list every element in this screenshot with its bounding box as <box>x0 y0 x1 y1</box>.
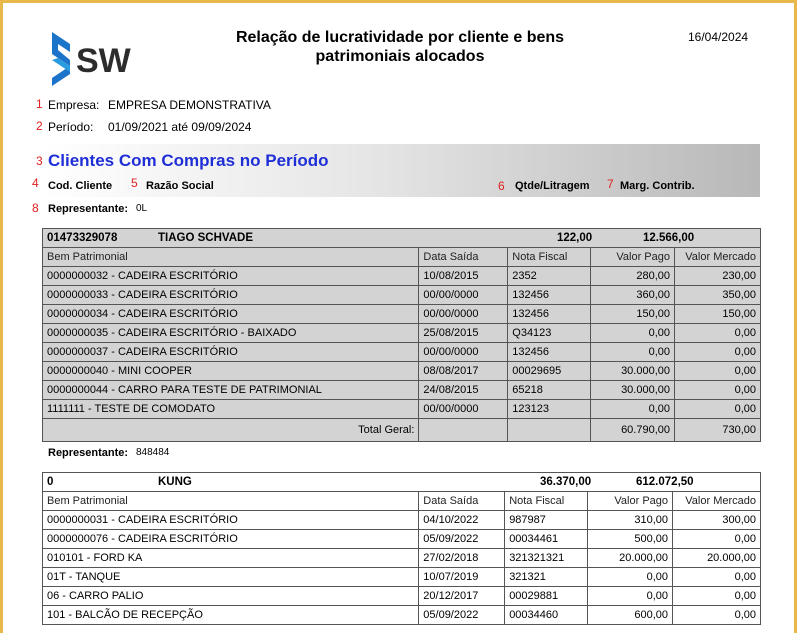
marker-5: 5 <box>131 176 138 190</box>
cell: 0,00 <box>673 568 761 587</box>
marker-3: 3 <box>36 154 43 168</box>
cell: 05/09/2022 <box>419 530 505 549</box>
client2-name: KUNG <box>158 476 192 488</box>
cell: 0,00 <box>675 381 761 400</box>
cell: 132456 <box>508 305 591 324</box>
client2-marg: 612.072,50 <box>636 476 694 488</box>
marker-6: 6 <box>498 179 505 193</box>
cell: 0,00 <box>588 587 673 606</box>
table-row <box>43 511 761 530</box>
cell: 0000000076 - CADEIRA ESCRITÓRIO <box>43 530 419 549</box>
cell: 65218 <box>508 381 591 400</box>
rep2-label: Representante: <box>48 447 129 459</box>
cell: 010101 - FORD KA <box>43 549 419 568</box>
cell: 10/07/2019 <box>419 568 505 587</box>
total-label: Total Geral: <box>43 419 419 442</box>
cell: 0000000035 - CADEIRA ESCRITÓRIO - BAIXADO <box>43 324 419 343</box>
col-header: Valor Mercado <box>675 248 761 267</box>
cell: 0000000040 - MINI COOPER <box>43 362 419 381</box>
report-title <box>200 28 600 66</box>
table-row <box>43 606 761 625</box>
cell: 360,00 <box>591 286 675 305</box>
col-header: Data Saída <box>419 248 508 267</box>
periodo-label: Período: <box>48 120 94 134</box>
cell: 0,00 <box>675 324 761 343</box>
cell: 10/08/2015 <box>419 267 508 286</box>
client1-name: TIAGO SCHVADE <box>158 232 253 244</box>
table-row <box>43 267 761 286</box>
marker-8: 8 <box>32 201 39 215</box>
cell: 0,00 <box>591 324 675 343</box>
col-header: Nota Fiscal <box>508 248 591 267</box>
client1-header-row <box>43 229 761 248</box>
cell: Q34123 <box>508 324 591 343</box>
col-header: Valor Pago <box>591 248 675 267</box>
title-line-1: Relação de lucratividade por cliente e bens <box>235 29 565 46</box>
sw-logo <box>48 30 153 88</box>
col-header: Valor Mercado <box>673 492 761 511</box>
cell: 132456 <box>508 286 591 305</box>
logo-text: SW <box>76 42 131 80</box>
cell: 00029695 <box>508 362 591 381</box>
cell: 350,00 <box>675 286 761 305</box>
cell: 0,00 <box>591 400 675 419</box>
cell: 00029881 <box>505 587 588 606</box>
table-row <box>43 286 761 305</box>
cell: 0000000034 - CADEIRA ESCRITÓRIO <box>43 305 419 324</box>
cell: 20.000,00 <box>673 549 761 568</box>
cell: 230,00 <box>675 267 761 286</box>
cell: 05/09/2022 <box>419 606 505 625</box>
total-valor-mercado: 730,00 <box>675 419 761 442</box>
cell: 0,00 <box>673 606 761 625</box>
table-row <box>43 362 761 381</box>
empresa-value: EMPRESA DEMONSTRATIVA <box>108 98 271 112</box>
report-date: 16/04/2024 <box>688 30 749 44</box>
rep2-value: 848484 <box>136 447 170 458</box>
marker-7: 7 <box>607 177 614 191</box>
table-row <box>43 587 761 606</box>
marker-1: 1 <box>36 97 43 111</box>
table-row <box>43 343 761 362</box>
cell: 0000000033 - CADEIRA ESCRITÓRIO <box>43 286 419 305</box>
cell: 132456 <box>508 343 591 362</box>
col-razao-social: Razão Social <box>146 180 214 192</box>
col-header: Nota Fiscal <box>505 492 588 511</box>
cell: 1111111 - TESTE DE COMODATO <box>43 400 419 419</box>
marker-4: 4 <box>32 176 39 190</box>
cell: 0000000044 - CARRO PARA TESTE DE PATRIMONIAL <box>43 381 419 400</box>
cell: 0,00 <box>591 343 675 362</box>
cell <box>419 419 508 442</box>
client1-columns-row <box>43 248 761 267</box>
cell: 00/00/0000 <box>419 305 508 324</box>
cell: 2352 <box>508 267 591 286</box>
cell: 0,00 <box>673 530 761 549</box>
cell: 30.000,00 <box>591 362 675 381</box>
total-row <box>43 419 761 442</box>
col-header: Bem Patrimonial <box>43 492 419 511</box>
cell: 00/00/0000 <box>419 400 508 419</box>
table-row <box>43 381 761 400</box>
cell: 310,00 <box>588 511 673 530</box>
client1-qtde: 122,00 <box>557 232 593 244</box>
empresa-label: Empresa: <box>48 98 100 112</box>
cell: 0,00 <box>588 568 673 587</box>
client1-marg: 12.566,00 <box>643 232 695 244</box>
col-cod-cliente: Cod. Cliente <box>48 180 113 192</box>
cell: 0000000037 - CADEIRA ESCRITÓRIO <box>43 343 419 362</box>
cell: 123123 <box>508 400 591 419</box>
cell: 00/00/0000 <box>419 343 508 362</box>
client1-table <box>42 228 761 442</box>
col-header: Data Saída <box>419 492 505 511</box>
client2-header-row <box>43 473 761 492</box>
cell: 30.000,00 <box>591 381 675 400</box>
cell: 150,00 <box>675 305 761 324</box>
table-row <box>43 324 761 343</box>
cell: 00/00/0000 <box>419 286 508 305</box>
cell: 25/08/2015 <box>419 324 508 343</box>
cell: 20.000,00 <box>588 549 673 568</box>
cell: 600,00 <box>588 606 673 625</box>
cell: 987987 <box>505 511 588 530</box>
cell: 0,00 <box>675 400 761 419</box>
cell: 01T - TANQUE <box>43 568 419 587</box>
client1-code: 01473329078 <box>47 232 118 244</box>
cell: 27/02/2018 <box>419 549 505 568</box>
col-header: Valor Pago <box>588 492 673 511</box>
col-qtde-litragem: Qtde/Litragem <box>515 180 590 192</box>
cell: 0000000031 - CADEIRA ESCRITÓRIO <box>43 511 419 530</box>
client2-code: 0 <box>47 476 54 488</box>
section-title: Clientes Com Compras no Período <box>48 151 329 170</box>
rep1-label: Representante: <box>48 203 129 215</box>
cell: 00034461 <box>505 530 588 549</box>
cell: 20/12/2017 <box>419 587 505 606</box>
col-header: Bem Patrimonial <box>43 248 419 267</box>
cell: 0,00 <box>675 362 761 381</box>
cell: 101 - BALCÃO DE RECEPÇÃO <box>43 606 419 625</box>
cell: 04/10/2022 <box>419 511 505 530</box>
cell: 06 - CARRO PALIO <box>43 587 419 606</box>
cell: 300,00 <box>673 511 761 530</box>
cell: 24/08/2015 <box>419 381 508 400</box>
table-row <box>43 549 761 568</box>
rep1-value: 0L <box>136 203 148 214</box>
total-valor-pago: 60.790,00 <box>591 419 675 442</box>
cell: 280,00 <box>591 267 675 286</box>
table-row <box>43 400 761 419</box>
table-row <box>43 305 761 324</box>
cell: 0,00 <box>673 587 761 606</box>
table-row <box>43 530 761 549</box>
col-marg-contrib: Marg. Contrib. <box>620 180 695 192</box>
client2-columns-row <box>43 492 761 511</box>
cell: 150,00 <box>591 305 675 324</box>
table-row <box>43 568 761 587</box>
cell: 00034460 <box>505 606 588 625</box>
cell: 08/08/2017 <box>419 362 508 381</box>
client2-qtde: 36.370,00 <box>540 476 592 488</box>
periodo-value: 01/09/2021 até 09/09/2024 <box>108 120 252 134</box>
marker-2: 2 <box>36 119 43 133</box>
cell: 0000000032 - CADEIRA ESCRITÓRIO <box>43 267 419 286</box>
client2-table <box>42 472 761 625</box>
cell: 500,00 <box>588 530 673 549</box>
cell: 321321321 <box>505 549 588 568</box>
title-line-2: patrimoniais alocados <box>315 48 485 65</box>
cell <box>508 419 591 442</box>
cell: 0,00 <box>675 343 761 362</box>
cell: 321321 <box>505 568 588 587</box>
